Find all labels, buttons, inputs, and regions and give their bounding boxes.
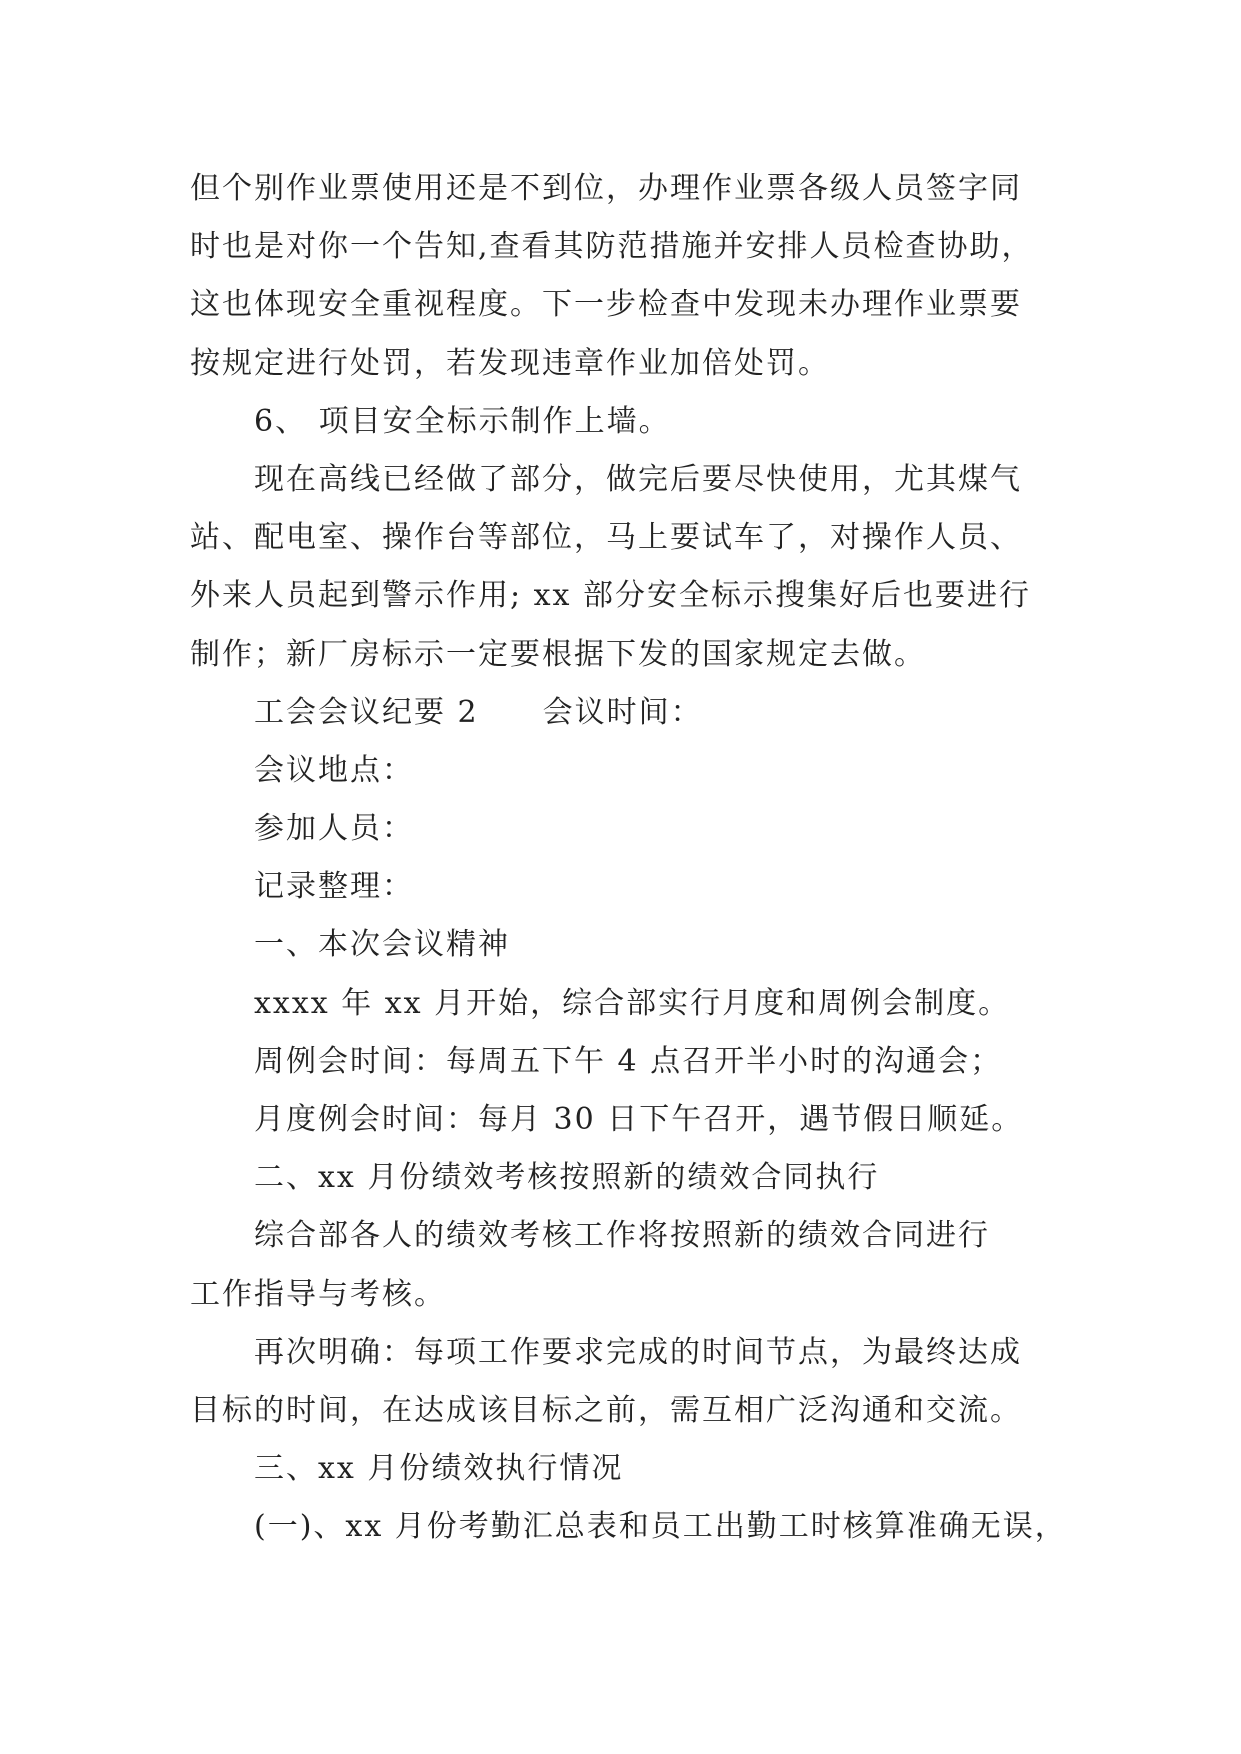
- text-line: 这也体现安全重视程度。下一步检查中发现未办理作业票要: [190, 287, 1022, 323]
- text-line: 再次明确：每项工作要求完成的时间节点，为最终达成: [254, 1334, 1022, 1370]
- document-body: [190, 160, 1090, 1557]
- text-line: 目标的时间，在达成该目标之前，需互相广泛沟通和交流。: [190, 1392, 1022, 1428]
- text-line: 外来人员起到警示作用; xx 部分安全标示搜集好后也要进行: [190, 578, 1032, 614]
- text-line: 6、 项目安全标示制作上墙。: [254, 403, 671, 439]
- text-line: 综合部各人的绩效考核工作将按照新的绩效合同进行: [254, 1218, 990, 1254]
- text-line: 按规定进行处罚，若发现违章作业加倍处罚。: [190, 345, 830, 381]
- text-line: 月度例会时间：每月 30 日下午召开，遇节假日顺延。: [254, 1102, 1024, 1137]
- text-line: 工会会议纪要 2 会议时间：: [254, 694, 703, 730]
- text-line: 周例会时间：每周五下午 4 点召开半小时的沟通会；: [254, 1043, 1003, 1079]
- text-line: 二、xx 月份绩效考核按照新的绩效合同执行: [254, 1160, 880, 1196]
- text-line: 一、本次会议精神: [254, 927, 510, 963]
- text-line: 制作；新厂房标示一定要根据下发的国家规定去做。: [190, 636, 926, 672]
- text-line: 三、xx 月份绩效执行情况: [254, 1451, 624, 1487]
- text-line: 站、配电室、操作台等部位，马上要试车了，对操作人员、: [190, 520, 1022, 556]
- text-line: 记录整理：: [254, 869, 414, 905]
- text-line: xxxx 年 xx 月开始，综合部实行月度和周例会制度。: [254, 985, 1011, 1021]
- text-line: 但个别作业票使用还是不到位，办理作业票各级人员签字同: [190, 171, 1022, 206]
- text-line: 时也是对你一个告知,查看其防范措施并安排人员检查协助，: [190, 229, 1034, 265]
- text-line: 会议地点：: [254, 752, 414, 788]
- text-line: 工作指导与考核。: [190, 1276, 446, 1312]
- text-line: (一)、xx 月份考勤汇总表和员工出勤工时核算准确无误，: [254, 1509, 1067, 1545]
- text-line: 现在高线已经做了部分，做完后要尽快使用，尤其煤气: [254, 461, 1022, 497]
- text-line: 参加人员：: [254, 811, 414, 847]
